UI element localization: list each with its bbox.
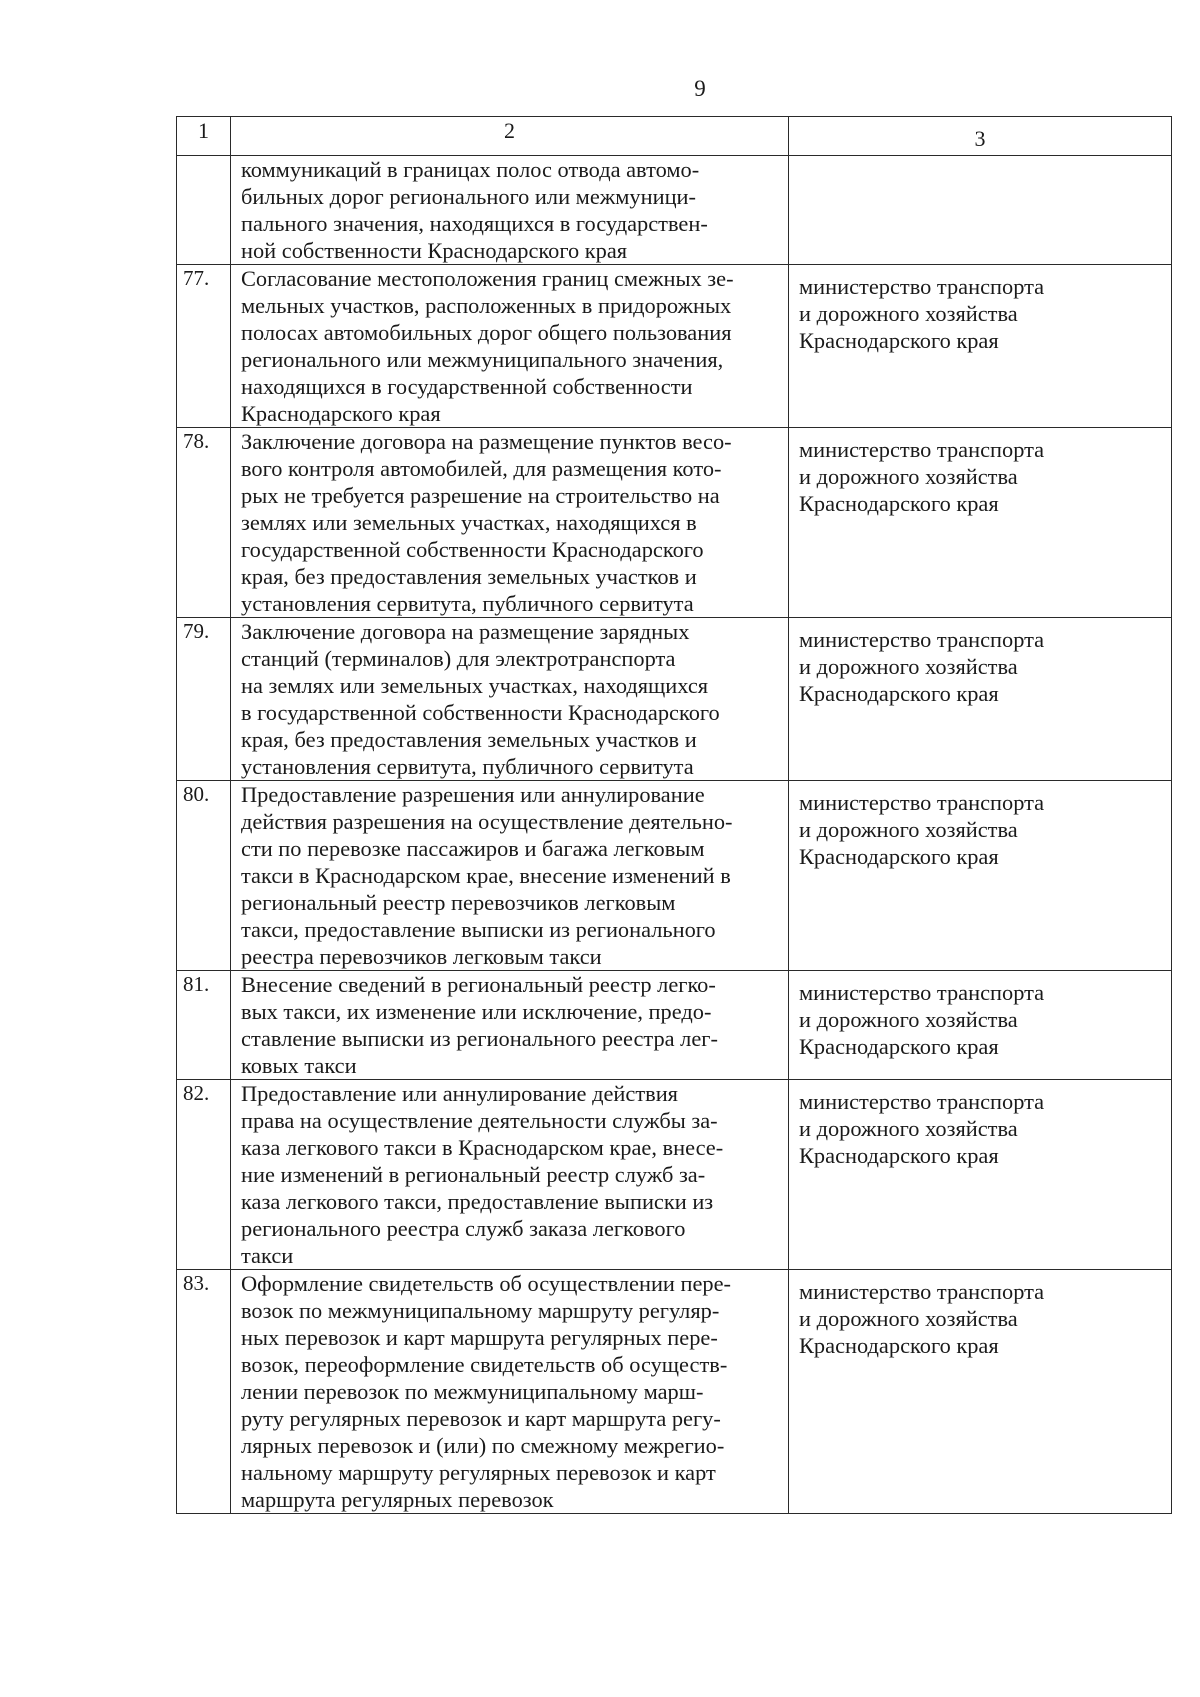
authority-line: и дорожного хозяйства [799, 1116, 1018, 1141]
responsible-authority [789, 1270, 1172, 1514]
authority-line: министерство транспорта [799, 790, 1045, 815]
responsible-authority [789, 156, 1172, 265]
description-line: каза легкового такси, предоставление выписки из [241, 1189, 714, 1214]
header-col-3: 3 [789, 117, 1172, 156]
description-line: права на осуществление деятельности службы за- [241, 1108, 718, 1133]
description-line: возок, переоформление свидетельств об осуществ- [241, 1352, 728, 1377]
description-line: регионального реестра служб заказа легкового [241, 1216, 686, 1241]
authority-line: Краснодарского края [799, 491, 999, 516]
responsible-authority [789, 428, 1172, 618]
description-line: установления сервитута, публичного сервитута [241, 754, 694, 779]
authority-line: и дорожного хозяйства [799, 301, 1018, 326]
authority-line: Краснодарского края [799, 1333, 999, 1358]
continuation-row [177, 156, 1172, 265]
page-number: 9 [694, 76, 706, 101]
row-number: 80. [177, 781, 231, 971]
description-line: лении перевозок по межмуниципальному марш- [241, 1379, 704, 1404]
description-line: коммуникаций в границах полос отвода автомо- [241, 157, 700, 182]
description-line: Оформление свидетельств об осуществлении пере- [241, 1271, 732, 1296]
authority-line: министерство транспорта [799, 274, 1045, 299]
row-number: 77. [177, 265, 231, 428]
row-number: 82. [177, 1080, 231, 1270]
description-line: реестра перевозчиков легковым такси [241, 944, 602, 969]
description-line: ной собственности Краснодарского края [241, 238, 628, 263]
description-line: края, без предоставления земельных участков и [241, 564, 697, 589]
service-description [231, 1270, 789, 1514]
description-line: ставление выписки из регионального реестра лег- [241, 1026, 718, 1051]
service-description [231, 156, 789, 265]
table-row [177, 1270, 1172, 1514]
description-line: регионального или межмуниципального значения, [241, 347, 724, 372]
table-row [177, 971, 1172, 1080]
row-number: 81. [177, 971, 231, 1080]
description-line: станций (терминалов) для электротранспорта [241, 646, 676, 671]
authority-line: и дорожного хозяйства [799, 654, 1018, 679]
description-line: Внесение сведений в региональный реестр легко- [241, 972, 716, 997]
table-row [177, 781, 1172, 971]
responsible-authority [789, 618, 1172, 781]
description-line: на землях или земельных участках, находящихся [241, 673, 709, 698]
description-line: сти по перевозке пассажиров и багажа легковым [241, 836, 705, 861]
services-table-wrapper [176, 116, 1171, 1514]
description-line: Согласование местоположения границ смежных зе- [241, 266, 734, 291]
description-line: маршрута регулярных перевозок [241, 1487, 554, 1512]
authority-line: министерство транспорта [799, 627, 1045, 652]
authority-line: министерство транспорта [799, 980, 1045, 1005]
authority-line: Краснодарского края [799, 1143, 999, 1168]
description-line: пального значения, находящихся в государствен- [241, 211, 708, 236]
description-line: нальному маршруту регулярных перевозок и карт [241, 1460, 716, 1485]
description-line: установления сервитута, публичного сервитута [241, 591, 694, 616]
description-line: ние изменений в региональный реестр служб за- [241, 1162, 706, 1187]
header-col-1: 1 [177, 117, 231, 156]
row-number: 78. [177, 428, 231, 618]
description-line: края, без предоставления земельных участков и [241, 727, 697, 752]
description-line: находящихся в государственной собственности [241, 374, 693, 399]
row-number [177, 156, 231, 265]
description-line: каза легкового такси в Краснодарском крае, внесе- [241, 1135, 724, 1160]
authority-line: и дорожного хозяйства [799, 464, 1018, 489]
description-line: Краснодарского края [241, 401, 441, 426]
authority-line: Краснодарского края [799, 844, 999, 869]
description-line: рых не требуется разрешение на строительство на [241, 483, 720, 508]
description-line: действия разрешения на осуществление деятельно- [241, 809, 733, 834]
responsible-authority [789, 971, 1172, 1080]
authority-line: Краснодарского края [799, 1034, 999, 1059]
table-row [177, 618, 1172, 781]
service-description [231, 781, 789, 971]
description-line: вого контроля автомобилей, для размещения кото- [241, 456, 722, 481]
description-line: такси в Краснодарском крае, внесение изменений в [241, 863, 731, 888]
responsible-authority [789, 1080, 1172, 1270]
header-col-2: 2 [231, 117, 789, 156]
description-line: Предоставление или аннулирование действия [241, 1081, 678, 1106]
description-line: такси, предоставление выписки из регионального [241, 917, 716, 942]
description-line: ных перевозок и карт маршрута регулярных пере- [241, 1325, 718, 1350]
description-line: государственной собственности Краснодарского [241, 537, 704, 562]
description-line: возок по межмуниципальному маршруту регуляр- [241, 1298, 720, 1323]
description-line: мельных участков, расположенных в придорожных [241, 293, 732, 318]
authority-line: и дорожного хозяйства [799, 817, 1018, 842]
authority-line: и дорожного хозяйства [799, 1007, 1018, 1032]
description-line: такси [241, 1243, 294, 1268]
service-description [231, 618, 789, 781]
authority-line: министерство транспорта [799, 437, 1045, 462]
description-line: вых такси, их изменение или исключение, предо- [241, 999, 712, 1024]
row-number: 83. [177, 1270, 231, 1514]
service-description [231, 971, 789, 1080]
responsible-authority [789, 781, 1172, 971]
description-line: лярных перевозок и (или) по смежному межрегио- [241, 1433, 725, 1458]
description-line: региональный реестр перевозчиков легковым [241, 890, 676, 915]
row-number: 79. [177, 618, 231, 781]
authority-line: министерство транспорта [799, 1089, 1045, 1114]
table-row [177, 428, 1172, 618]
authority-line: Краснодарского края [799, 328, 999, 353]
description-line: Предоставление разрешения или аннулирование [241, 782, 705, 807]
description-line: руту регулярных перевозок и карт маршрута регу- [241, 1406, 721, 1431]
service-description [231, 428, 789, 618]
table-row [177, 1080, 1172, 1270]
authority-line: и дорожного хозяйства [799, 1306, 1018, 1331]
service-description [231, 1080, 789, 1270]
service-description [231, 265, 789, 428]
description-line: полосах автомобильных дорог общего пользования [241, 320, 732, 345]
responsible-authority [789, 265, 1172, 428]
description-line: в государственной собственности Краснодарского [241, 700, 720, 725]
description-line: Заключение договора на размещение пунктов весо- [241, 429, 732, 454]
table-header-row [177, 117, 1172, 156]
authority-line: Краснодарского края [799, 681, 999, 706]
description-line: Заключение договора на размещение зарядных [241, 619, 690, 644]
description-line: бильных дорог регионального или межмуници- [241, 184, 696, 209]
services-table [176, 116, 1172, 1514]
description-line: ковых такси [241, 1053, 357, 1078]
table-row [177, 265, 1172, 428]
authority-line: министерство транспорта [799, 1279, 1045, 1304]
description-line: землях или земельных участках, находящихся в [241, 510, 697, 535]
